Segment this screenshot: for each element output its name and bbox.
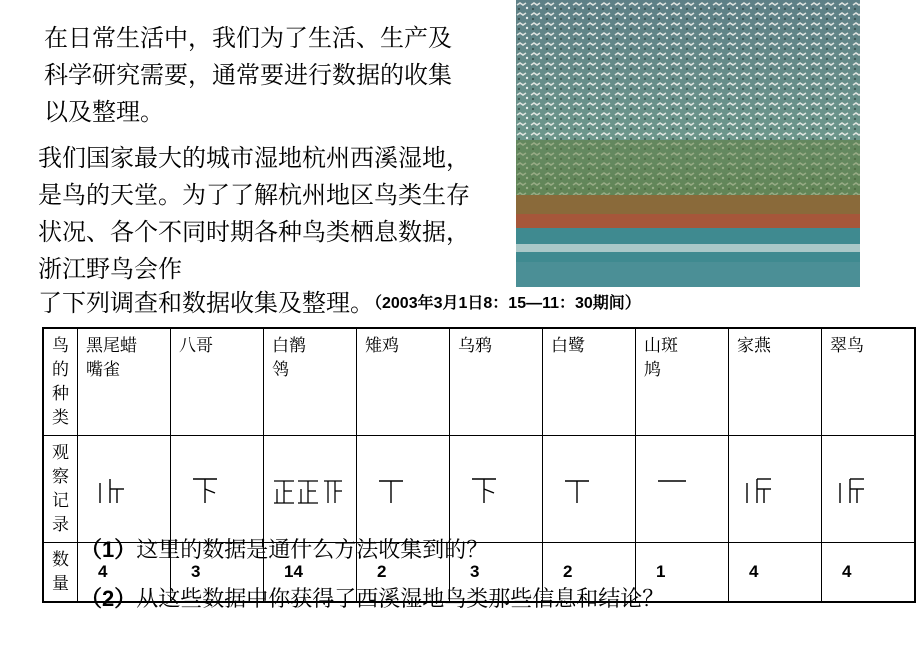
tally-mark-icon <box>272 469 348 509</box>
count-cell: 2 <box>357 543 450 603</box>
tally-cell <box>357 436 450 543</box>
species-cell: 乌鸦 <box>450 328 543 436</box>
tally-mark-icon <box>737 469 813 509</box>
question-number: （1） <box>80 537 137 562</box>
tally-cell <box>171 436 264 543</box>
intro-text: 在日常生活中，我们为了生活、生产及科学研究需要，通常要进行数据的收集以及整理。 <box>44 24 452 126</box>
time-note: （2003年3月1日8：15—11：30期间） <box>374 295 641 312</box>
count-cell: 14 <box>264 543 357 603</box>
tally-mark-icon <box>179 469 255 509</box>
species-cell: 家燕 <box>729 328 822 436</box>
tally-cell <box>729 436 822 543</box>
species-cell: 翠鸟 <box>822 328 916 436</box>
species-cell: 白鹡 鸰 <box>264 328 357 436</box>
species-cell: 雉鸡 <box>357 328 450 436</box>
tally-cell <box>822 436 916 543</box>
paragraph-last-text: 了下列调查和数据收集及整理。 <box>38 289 374 317</box>
species-cell: 白鹭 <box>543 328 636 436</box>
question-1 <box>80 533 488 564</box>
tally-mark-icon <box>644 469 720 509</box>
tally-mark-icon <box>458 469 534 509</box>
tally-cell <box>264 436 357 543</box>
count-cell: 2 <box>543 543 636 603</box>
wetland-birds-photo <box>516 0 860 287</box>
row-header-count: 数量 <box>43 543 78 603</box>
tally-row <box>43 436 915 543</box>
count-cell: 1 <box>636 543 729 603</box>
tally-cell <box>543 436 636 543</box>
tally-cell <box>450 436 543 543</box>
tally-mark-icon <box>551 469 627 509</box>
row-header-species: 鸟的 种类 <box>43 328 78 436</box>
species-row <box>43 328 915 436</box>
question-number: （2） <box>80 586 137 611</box>
species-cell: 八哥 <box>171 328 264 436</box>
count-cell: 4 <box>78 543 171 603</box>
question-text: 从这些数据中你获得了西溪湿地鸟类那些信息和结论？ <box>136 587 665 612</box>
tally-mark-icon <box>365 469 441 509</box>
species-cell: 山斑 鸠 <box>636 328 729 436</box>
paragraph-text: 我们国家最大的城市湿地杭州西溪湿地，是鸟的天堂。为了了解杭州地区鸟类生存状况、各个不同时期各种鸟类栖息数据，浙江野鸟会作 <box>38 144 470 283</box>
tally-mark-icon <box>830 469 906 509</box>
count-cell: 3 <box>171 543 264 603</box>
row-header-tally: 观察 记录 <box>43 436 78 543</box>
species-cell: 黑尾蜡 嘴雀 <box>78 328 171 436</box>
paragraph-last-line <box>38 288 828 319</box>
count-cell: 4 <box>729 543 822 603</box>
question-text: 这里的数据是通什么方法收集到的？ <box>136 538 489 563</box>
count-cell: 3 <box>450 543 543 603</box>
count-cell: 4 <box>822 543 916 603</box>
tally-mark-icon <box>86 469 162 509</box>
question-2 <box>80 582 664 613</box>
tally-cell <box>78 436 171 543</box>
tally-cell <box>636 436 729 543</box>
